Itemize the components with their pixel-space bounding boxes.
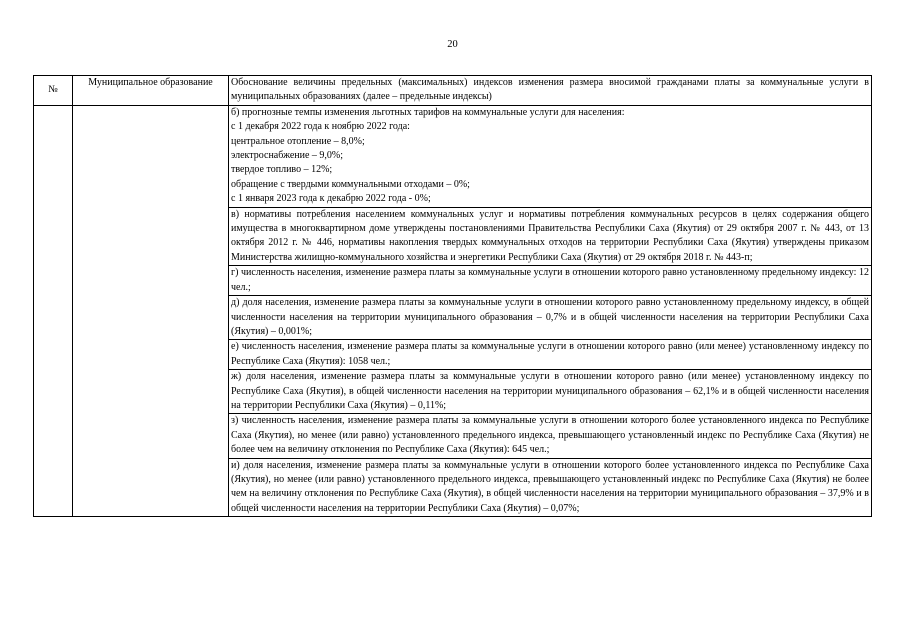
paragraph-zh: ж) доля населения, изменение размера платы за коммунальные услуги в отношении которого равно (или менее) установленному индексу по Республике Саха (Якутия), в общей численности населения на территории муниципального образования – 62,1% и в общей численности населения на территории Республики Саха (Якутия) – 0,11%; — [229, 369, 871, 413]
header-municipality: Муниципальное образование — [73, 76, 229, 106]
paragraph-d: д) доля населения, изменение размера платы за коммунальные услуги в отношении которого равно установленному предельному индексу, в общей численности населения на территории муниципального образования – 0,7% и в общей численности населения на территории Республики Саха (Якутия) – 0,001%; — [229, 295, 871, 339]
table-row — [34, 105, 872, 516]
paragraph-b: б) прогнозные темпы изменения льготных тарифов на коммунальные услуги для населения: с 1 декабря 2022 года к ноябрю 2022 года: центральное отопление – 8,0%; электроснабжение – 9,0%; твердое топливо – 12%; обращение с твердыми коммунальными отходами – 0%; с 1 января 2023 года к декабрю 2022 года - 0%; — [231, 106, 625, 205]
header-justification: Обоснование величины предельных (максимальных) индексов изменения размера вносимой гражданами платы за коммунальные услуги в муниципальных образованиях (далее – предельные индексы) — [229, 76, 872, 106]
row-justification — [229, 105, 872, 516]
paragraph-e: е) численность населения, изменение размера платы за коммунальные услуги в отношении которого равно (или менее) установленному индексу по Республике Саха (Якутия): 1058 чел.; — [229, 339, 871, 369]
index-justification-table — [33, 75, 872, 517]
paragraph-g: г) численность населения, изменение размера платы за коммунальные услуги в отношении которого равно установленному предельному индексу: 12 чел.; — [229, 265, 871, 295]
row-number — [34, 105, 73, 516]
paragraph-z: з) численность населения, изменение размера платы за коммунальные услуги в отношении которого более установленного индекса по Республике Саха (Якутия), но менее (или равно) установленного предельного индекса, превышающего установленный индекс по Республике Саха (Якутия) не более чем на величину отклонения по Республике Саха (Якутия): 645 чел.; — [229, 413, 871, 457]
page-number: 20 — [447, 39, 458, 50]
paragraph-v: в) нормативы потребления населением коммунальных услуг и нормативы потребления коммунальных ресурсов в целях содержания общего имущества в многоквартирном доме утверждены постановлениями Правительства Республики Саха (Якутия) от 29 октября 2007 г. № 443, от 13 октября 2012 г. № 446, нормативы накопления твердых коммунальных отходов на территории Республики Саха (Якутия) утверждены приказом Министерства жилищно-коммунального хозяйства и энергетики Республики Саха (Якутия) от 29 октября 2018 г. № 443-п; — [229, 207, 871, 266]
paragraph-i: и) доля населения, изменение размера платы за коммунальные услуги в отношении которого более установленного индекса по Республике Саха (Якутия), но менее (или равно) установленного предельного индекса, превышающего установленный индекс по Республике Саха (Якутия) не более чем на величину отклонения по Республике Саха (Якутия), в общей численности населения на территории муниципального образования – 37,9% и в общей численности населения на территории Республики Саха (Якутия) – 0,07%; — [229, 458, 871, 517]
row-municipality — [73, 105, 229, 516]
table-header-row — [34, 76, 872, 106]
header-number: № — [34, 76, 73, 106]
